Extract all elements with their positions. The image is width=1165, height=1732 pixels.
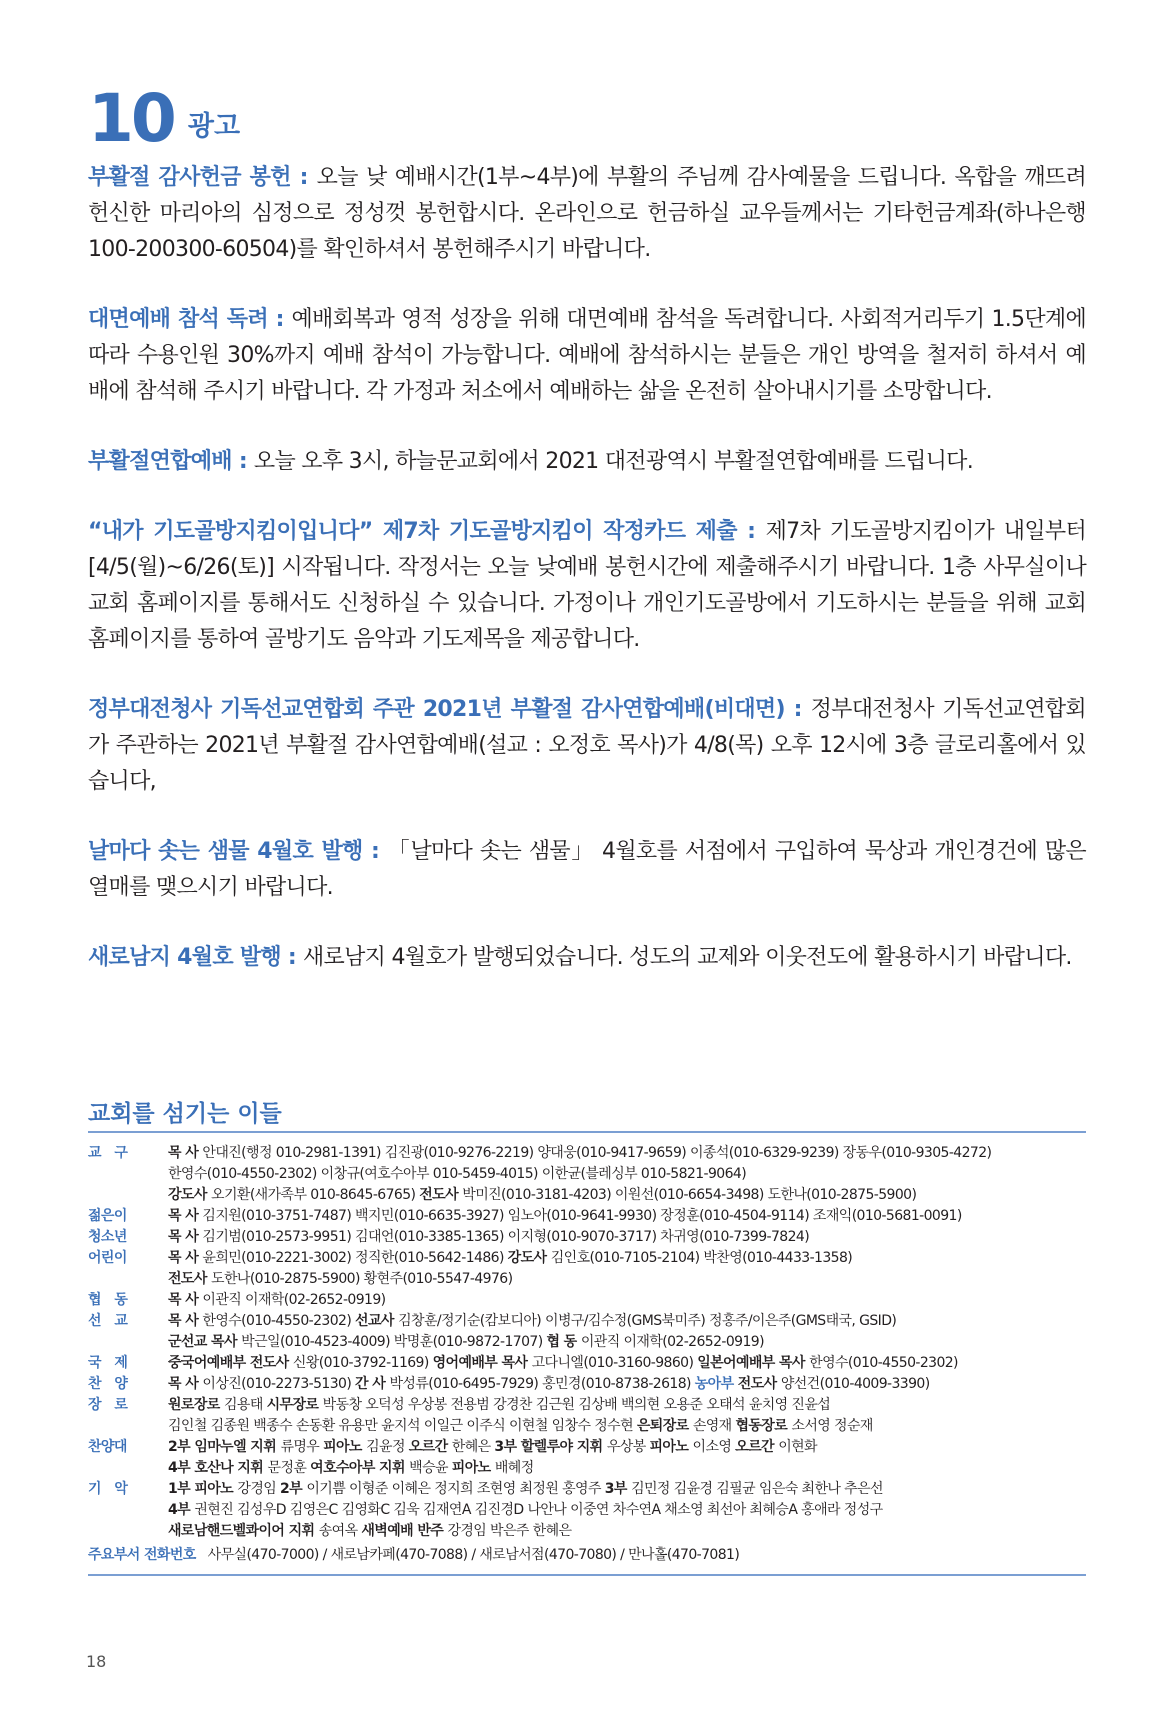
phone-text: 사무실(470-7000) / 새로남카페(470-7088) / 새로남서점(470-7080) / 만나홀(470-7081) [207,1547,740,1563]
notice-body: 예배회복과 영적 성장을 위해 대면예배 참석을 독려합니다. 사회적거리두기 1.5단계에 따라 수용인원 30%까지 예배 참석이 가능합니다. 예배에 참석하시는 분들은 개인 방역을 철저히 하셔서 예배에 참석해 주시기 바랍니다. 각 가정과 처소에서 예배하는 삶을 온전히 살아내시기를 소망합니다. [88,307,1086,404]
staff-dept-label: 어린이 [88,1250,127,1266]
staff-dept-label: 협 동 [88,1292,128,1308]
staff-role: 간 사 [355,1376,390,1392]
staff-line [168,1374,1086,1395]
notice-title: 정부대전청사 기독선교연합회 주관 2021년 부활절 감사연합예배(비대면) : [88,697,811,722]
staff-names: 한영수(010-4550-2302) [202,1313,356,1329]
staff-line [168,1416,1086,1437]
staff-role: 4부 [168,1502,195,1518]
staff-names: 강경임 박은주 한혜은 [447,1523,572,1539]
staff-row [88,1206,1086,1227]
staff-role: 4부 호산나 지휘 [168,1460,268,1476]
staff-names: 이관직 이재학(02-2652-0919) [202,1292,386,1308]
staff-line [168,1458,1086,1479]
staff-names: 이관직 이재학(02-2652-0919) [580,1334,764,1350]
staff-role: 2부 [280,1481,307,1497]
staff-role: 전도사 [737,1376,781,1392]
notice-item [88,514,1086,658]
section-number: 10 [88,80,174,157]
staff-names: 한영수(010-4550-2302) 이창규(여호수아부 010-5459-4015) 이한균(블레싱부 010-5821-9064) [168,1166,747,1182]
staff-role: 은퇴장로 [636,1418,693,1434]
staff-names: 박근일(010-4523-4009) 박명훈(010-9872-1707) [241,1334,547,1350]
staff-names: 송여옥 [318,1523,362,1539]
staff-role: 선교사 [355,1313,399,1329]
staff-line [168,1437,1086,1458]
staff-line [168,1353,1086,1374]
notice-title: 부활절 감사헌금 봉헌 : [88,165,317,190]
staff-names: 박성류(010-6495-7929) 홍민경(010-8738-2618) [389,1376,695,1392]
staff-table [88,1143,1086,1542]
staff-names: 이소영 [692,1439,736,1455]
staff-role: 목 사 [168,1292,203,1308]
staff-line [168,1185,1086,1206]
staff-names: 이상진(010-2273-5130) [202,1376,356,1392]
staff-row [88,1395,1086,1437]
staff-role: 강도사 [168,1187,212,1203]
staff-line [168,1479,1086,1500]
staff-section [88,1097,1086,1576]
section-title: 광고 [187,111,241,142]
notice-title: 날마다 솟는 샘물 4월호 발행 : [88,839,388,864]
staff-row [88,1311,1086,1353]
notice-item [88,940,1086,976]
staff-role: 새로남핸드벨콰이어 지휘 [168,1523,319,1539]
staff-role: 시무장로 [266,1397,323,1413]
staff-line [168,1269,1086,1290]
staff-names: 배혜정 [494,1460,534,1476]
staff-role: 목 사 [168,1229,203,1245]
notice-title: 대면예배 참석 독려 : [88,307,292,332]
staff-names: 윤희민(010-2221-3002) 정직한(010-5642-1486) [202,1250,508,1266]
notice-item [88,834,1086,906]
staff-dept-label: 교 구 [88,1145,128,1161]
staff-line [168,1248,1086,1269]
staff-dept-label: 기 악 [88,1481,128,1497]
staff-role: 목 사 [168,1145,203,1161]
staff-line [168,1500,1086,1521]
staff-dept-label: 찬양대 [88,1439,127,1455]
notice-body: 오늘 오후 3시, 하늘문교회에서 2021 대전광역시 부활절연합예배를 드립니다. [253,449,974,474]
staff-role: 오르간 [408,1439,452,1455]
staff-role: 새벽예배 반주 [361,1523,448,1539]
staff-names: 이현화 [778,1439,817,1455]
staff-dept-label: 젊은이 [88,1208,127,1224]
staff-role: 1부 피아노 [168,1481,238,1497]
staff-names: 김지원(010-3751-7487) 백지민(010-6635-3927) 임노아(010-9641-9930) 장정훈(010-4504-9114) 조재익(010-5681-0091) [202,1208,962,1224]
staff-names: 고다니엘(010-3160-9860) [531,1355,698,1371]
notice-body: 오늘 낮 예배시간(1부~4부)에 부활의 주님께 감사예물을 드립니다. 옥합을 깨뜨려 헌신한 마리아의 심정으로 정성껏 봉헌합시다. 온라인으로 헌금하실 교우들께서는 기타헌금계좌(하나은행 100-200300-60504)를 확인하셔서 봉헌해주시기 바랍니다. [88,165,1086,262]
staff-role: 전도사 [168,1271,212,1287]
staff-role: 군선교 목사 [168,1334,242,1350]
staff-names: 신왕(010-3792-1169) [292,1355,433,1371]
staff-dept-label: 장 로 [88,1397,128,1413]
staff-role: 오르간 [735,1439,779,1455]
staff-names: 김인철 김종원 백종수 손동환 유용만 윤지석 이일근 이주식 이현철 임창수 정수현 [168,1418,637,1434]
notice-list [88,160,1086,1010]
staff-row [88,1374,1086,1395]
staff-names: 손영재 [692,1418,736,1434]
staff-names: 문정훈 [267,1460,311,1476]
staff-row [88,1248,1086,1290]
staff-names: 소서영 정순재 [791,1418,873,1434]
staff-role: 3부 [604,1481,632,1497]
staff-row [88,1479,1086,1542]
staff-dept-label: 청소년 [88,1229,127,1245]
staff-role: 목 사 [168,1208,203,1224]
notice-title: “내가 기도골방지킴이입니다” 제7차 기도골방지킴이 작정카드 제출 : [88,519,766,544]
staff-line [168,1395,1086,1416]
staff-names: 김민정 김윤경 김필균 임은숙 최한나 추은선 [631,1481,883,1497]
notice-body: 새로남지 4월호가 발행되었습니다. 성도의 교제와 이웃전도에 활용하시기 바랍니다. [302,945,1072,970]
staff-names: 김용태 [223,1397,267,1413]
staff-dept-label: 국 제 [88,1355,128,1371]
staff-role: 2부 임마누엘 지휘 [168,1439,281,1455]
section-header [88,80,241,157]
staff-dept-label: 찬 양 [88,1376,128,1392]
staff-line [168,1332,1086,1353]
divider [88,1131,1086,1133]
staff-line [168,1521,1086,1542]
staff-names: 김창훈/정기순(캄보디아) 이병구/김수정(GMS북미주) 정홍주/이은주(GMS태국, GSID) [398,1313,897,1329]
notice-item [88,692,1086,800]
staff-names: 우상봉 [606,1439,650,1455]
staff-role: 목 사 [168,1376,203,1392]
staff-role: 피아노 [323,1439,367,1455]
staff-role: 피아노 [649,1439,693,1455]
staff-names: 권현진 김성우D 김영은C 김영화C 김욱 김재연A 김진경D 나안나 이중연 차수연A 채소영 최선아 최혜승A 홍애라 정성구 [194,1502,883,1518]
staff-role: 피아노 [451,1460,495,1476]
staff-line [168,1311,1086,1332]
staff-role: 목 사 [168,1313,203,1329]
staff-role: 영어예배부 목사 [432,1355,532,1371]
staff-names: 백승윤 [409,1460,452,1476]
staff-names: 강경임 [237,1481,281,1497]
staff-names: 안대진(행정 010-2981-1391) 김진광(010-9276-2219) 양대웅(010-9417-9659) 이종석(010-6329-9239) 장동우(010-9305-4272) [202,1145,992,1161]
phone-label: 주요부서 전화번호 [88,1547,196,1563]
staff-names: 김기범(010-2573-9951) 김대언(010-3385-1365) 이지형(010-9070-3717) 차귀영(010-7399-7824) [202,1229,810,1245]
staff-row [88,1437,1086,1479]
staff-names: 이기쁨 이형준 이혜은 정지희 조현영 최정원 홍영주 [306,1481,605,1497]
staff-role: 3부 할렐루야 지휘 [494,1439,607,1455]
staff-role: 협 동 [546,1334,581,1350]
staff-row [88,1143,1086,1206]
divider [88,1574,1086,1576]
notice-item [88,302,1086,410]
staff-names: 한영수(010-4550-2302) [809,1355,958,1371]
notice-title: 부활절연합예배 : [88,449,254,474]
staff-names: 오기환(새가족부 010-8645-6765) [211,1187,420,1203]
staff-line [168,1290,1086,1311]
page-number: 18 [86,1652,107,1671]
staff-line [168,1206,1086,1227]
staff-role: 일본어예배부 목사 [697,1355,810,1371]
staff-names: 박동창 오덕성 우상봉 전용범 강경찬 김근원 김상배 백의현 오용준 오태석 윤치영 진윤섭 [322,1397,831,1413]
staff-title: 교회를 섬기는 이들 [88,1101,282,1127]
staff-line [168,1227,1086,1248]
phone-line [88,1544,1086,1566]
staff-role: 농아부 [694,1376,738,1392]
staff-dept-label: 선 교 [88,1313,128,1329]
staff-names: 류명우 [280,1439,324,1455]
notice-item [88,444,1086,480]
staff-row [88,1227,1086,1248]
staff-names: 박미진(010-3181-4203) 이원선(010-6654-3498) 도한나(010-2875-5900) [462,1187,917,1203]
staff-names: 양선건(010-4009-3390) [780,1376,930,1392]
staff-role: 협동장로 [735,1418,792,1434]
staff-names: 김인호(010-7105-2104) 박찬영(010-4433-1358) [550,1250,853,1266]
staff-names: 한혜은 [451,1439,495,1455]
staff-row [88,1353,1086,1374]
staff-line [168,1164,1086,1185]
staff-row [88,1290,1086,1311]
staff-role: 중국어예배부 전도사 [168,1355,293,1371]
notice-body: 정부대전청사 기독선교연합회가 주관하는 2021년 부활절 감사연합예배(설교 : 오정호 목사)가 4/8(목) 오후 12시에 3층 글로리홀에서 있습니다, [88,697,1086,794]
notice-body: 「날마다 솟는 샘물」 4월호를 서점에서 구입하여 묵상과 개인경건에 많은 열매를 맺으시기 바랍니다. [88,839,1086,900]
notice-title: 새로남지 4월호 발행 : [88,945,303,970]
staff-role: 여호수아부 지휘 [310,1460,410,1476]
staff-role: 강도사 [507,1250,551,1266]
staff-role: 전도사 [419,1187,463,1203]
notice-body: 제7차 기도골방지킴이가 내일부터[4/5(월)~6/26(토)] 시작됩니다. 작정서는 오늘 낮예배 봉헌시간에 제출해주시기 바랍니다. 1층 사무실이나 교회 홈페이지를 통해서도 신청하실 수 있습니다. 가정이나 개인기도골방에서 기도하시는 분들을 위해 교회홈페이지를 통하여 골방기도 음악과 기도제목을 제공합니다. [88,519,1086,652]
notice-item [88,160,1086,268]
staff-role: 목 사 [168,1250,203,1266]
staff-names: 김윤정 [366,1439,409,1455]
staff-line [168,1143,1086,1164]
staff-names: 도한나(010-2875-5900) 황현주(010-5547-4976) [211,1271,513,1287]
staff-role: 원로장로 [168,1397,224,1413]
